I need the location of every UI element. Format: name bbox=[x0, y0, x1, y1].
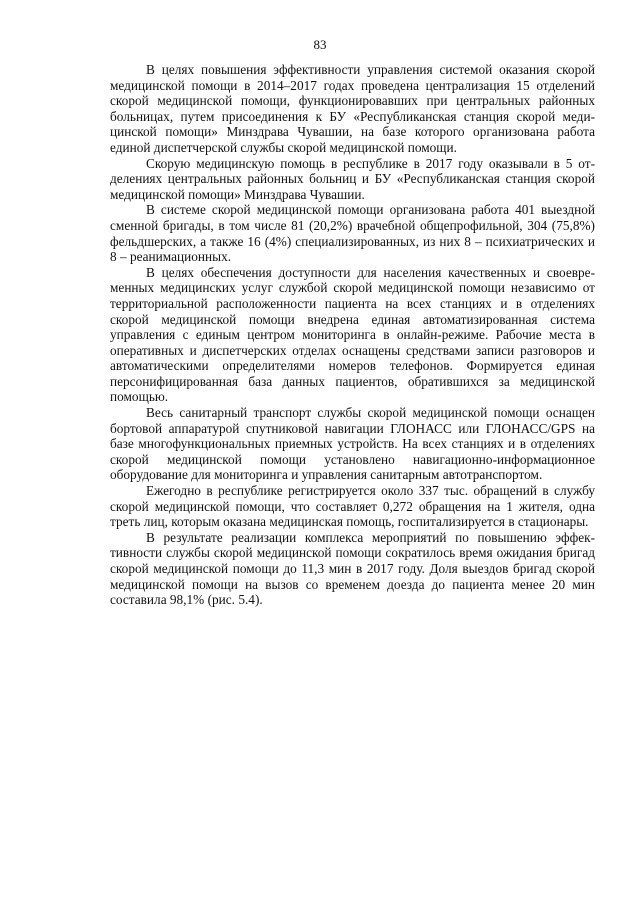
paragraph-care-providers: Скорую медицинскую помощь в республике в 2017 году оказывали в 5 отделениях центральных районных больниц и БУ «Республиканская станция скорой медицинской помощи» Минздрава Чувашии. bbox=[110, 155, 595, 202]
page-number: 83 bbox=[313, 37, 327, 52]
paragraph-automation: В целях обеспечения доступности для населения качественных и своевременных медицинских услуг службой скорой медицинской помощи независимо от территориальной расположенности пациента на всех станциях и в отделениях скорой медицинской помощи внедрена единая автоматизированная система управления с единым центром мониторинга в онлайн-режиме. Рабочие места в оперативных и диспетчерских отделах оснащены средствами записи разговоров и автоматическими определителями номеров телефонов. Формируется единая персонифицированная база данных пациентов, обратившихся за медицинской помощью. bbox=[110, 264, 595, 405]
paragraph-navigation: Весь санитарный транспорт службы скорой медицинской помощи оснащен бортовой аппаратурой спутниковой навигации ГЛОНАСС или ГЛОНАСС/GPS на базе многофункциональных приемных устройств. На всех станциях и в отделениях скорой медицинской помощи установлено навигационно-информационное оборудование для мониторинга и управления санитарным автотранспортом. bbox=[110, 405, 595, 483]
paragraph-call-volume: Ежегодно в республике регистрируется около 337 тыс. обращений в службу скорой медицинской помощи, что составляет 0,272 обращения на 1 жителя, одна треть лиц, которым оказана медицинская помощь, госпитализируется в стационары. bbox=[110, 483, 595, 530]
body-text bbox=[110, 62, 595, 608]
paragraph-brigades: В системе скорой медицинской помощи организована работа 401 выездной сменной бригады, в том числе 81 (20,2%) врачебной общепрофильной, 304 (75,8%) фельдшерских, а также 16 (4%) специализированных, из них 8 – психиатрических и 8 – реанимационных. bbox=[110, 202, 595, 265]
paragraph-results: В результате реализации комплекса мероприятий по повышению эффективности службы скорой медицинской помощи сократилось время ожидания бригад скорой медицинской помощи до 11,3 мин в 2017 году. Доля выездов бригад скорой медицинской помощи на вызов со временем доезда до пациента менее 20 мин составила 98,1% (рис. 5.4). bbox=[110, 529, 595, 608]
paragraph-centralization: В целях повышения эффективности управления системой оказания скорой медицинской помощи в 2014–2017 годах проведена централизация 15 отделений скорой медицинской помощи, функционировавших при центральных районных больницах, путем присоединения к БУ «Республиканская станция скорой медицинской помощи» Минздрава Чувашии, на базе которого организована работа единой диспетчерской службы скорой медицинской помощи. bbox=[110, 62, 595, 155]
